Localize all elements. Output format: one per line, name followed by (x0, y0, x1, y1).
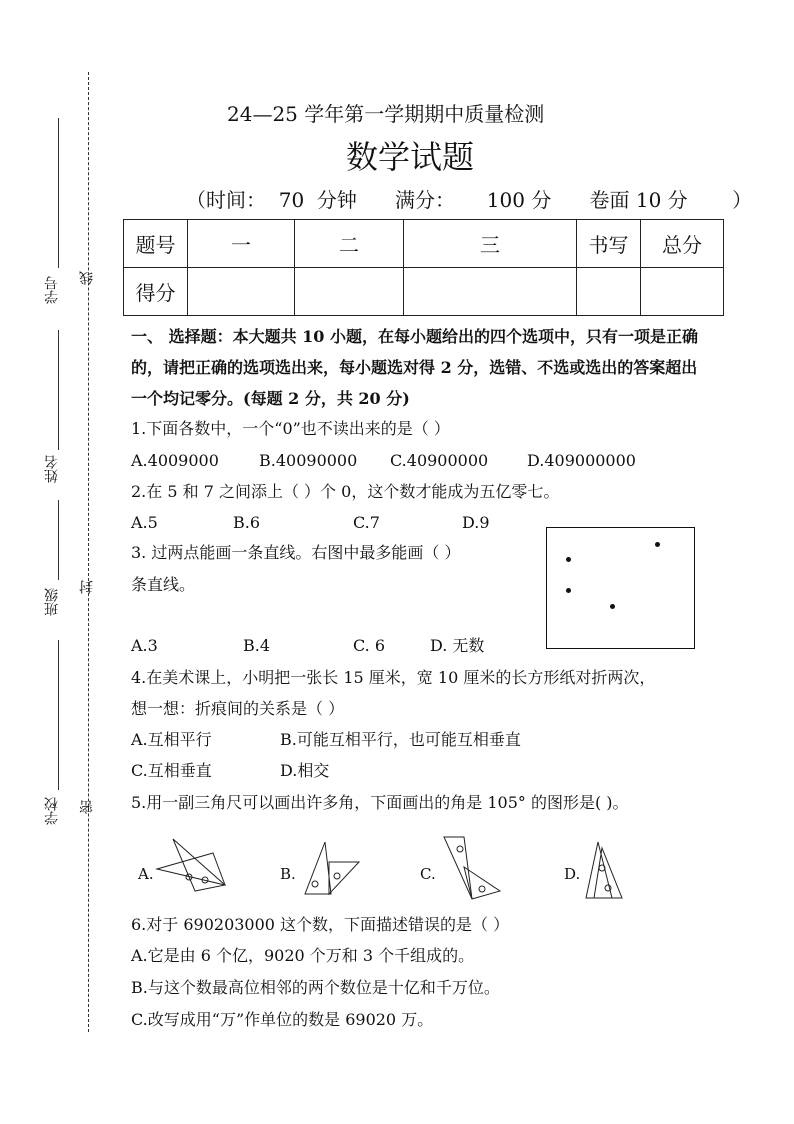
point-2 (655, 542, 660, 547)
q3-points-figure (546, 527, 695, 649)
q3-stem-line2: 条直线。 (131, 575, 196, 594)
q5-option-a-figure (155, 835, 235, 893)
header-cell-number: 题号 (124, 220, 188, 268)
q5-option-b-figure (295, 840, 365, 898)
q5-option-b-label: B. (280, 865, 296, 883)
seal-mark-mi: 密 (79, 800, 95, 814)
header-cell-part2: 二 (295, 220, 404, 268)
point-3 (566, 588, 571, 593)
q2-option-c: C.7 (353, 513, 380, 532)
q3-option-c: C. 6 (353, 636, 386, 655)
q4-stem-line2: 想一想：折痕间的关系是（ ） (131, 699, 345, 718)
q4-stem-line1: 4.在美术课上，小明把一张长 15 厘米，宽 10 厘米的长方形纸对折两次， (131, 668, 656, 687)
name-underline (58, 330, 59, 450)
score-cell-part3[interactable] (404, 268, 577, 316)
q1-option-a: A.4009000 (131, 451, 219, 470)
q2-option-b: B.6 (233, 513, 261, 532)
student-id-underline (58, 118, 59, 268)
binding-dashed-line (88, 72, 89, 1032)
q5-option-c-figure (438, 833, 508, 903)
score-table-header-row (124, 220, 724, 268)
score-row-label: 得分 (124, 268, 188, 316)
header-cell-total: 总分 (641, 220, 724, 268)
q5-stem: 5.用一副三角尺可以画出许多角，下面画出的角是 105° 的图形是( )。 (131, 793, 629, 812)
q2-option-a: A.5 (131, 513, 158, 532)
q5-option-d-label: D. (564, 865, 581, 883)
header-cell-part3: 三 (404, 220, 577, 268)
score-table (123, 219, 724, 316)
class-label: 班级 (44, 588, 60, 616)
score-table-score-row (124, 268, 724, 316)
q4-option-c: C.互相垂直 (131, 761, 212, 780)
section1-line2: 的，请把正确的选项选出来，每小题选对得 2 分，选错、不选或选出的答案超出 (131, 358, 698, 377)
score-cell-part1[interactable] (188, 268, 295, 316)
score-cell-total[interactable] (641, 268, 724, 316)
q6-option-a: A.它是由 6 个亿，9020 个万和 3 个千组成的。 (131, 946, 475, 965)
q2-stem: 2.在 5 和 7 之间添上（ ）个 0，这个数才能成为五亿零七。 (131, 482, 560, 501)
q4-option-a: A.互相平行 (131, 730, 212, 749)
q3-option-b: B.4 (243, 636, 271, 655)
seal-mark-xian: 线 (79, 271, 95, 285)
q6-option-b: B.与这个数最高位相邻的两个数位是十亿和千万位。 (131, 978, 500, 997)
q5-option-d-figure (582, 840, 632, 902)
school-label: 学校 (44, 797, 60, 825)
point-4 (610, 604, 615, 609)
header-cell-writing: 书写 (577, 220, 641, 268)
q1-option-c: C.40900000 (390, 451, 489, 470)
point-1 (566, 557, 571, 562)
school-underline (58, 640, 59, 790)
score-cell-writing[interactable] (577, 268, 641, 316)
section1-line3: 一个均记零分。(每题 2 分，共 20 分) (131, 389, 410, 408)
section1-line1: 一、 选择题：本大题共 10 小题，在每小题给出的四个选项中，只有一项是正确 (131, 327, 698, 346)
page-title: 数学试题 (346, 138, 475, 176)
score-cell-part2[interactable] (295, 268, 404, 316)
student-id-label: 学号 (44, 276, 60, 304)
class-underline (58, 500, 59, 580)
q6-stem: 6.对于 690203000 这个数，下面描述错误的是（ ） (131, 915, 510, 934)
q5-option-c-label: C. (420, 865, 436, 883)
q1-stem: 1.下面各数中，一个“0”也不读出来的是（ ） (131, 419, 450, 438)
q3-option-d: D. 无数 (430, 636, 485, 655)
q3-stem-line1: 3. 过两点能画一条直线。右图中最多能画（ ） (131, 543, 461, 562)
exam-meta: （时间： 70 分钟 满分： 100 分 卷面 10 分 ） (186, 188, 753, 212)
q1-option-d: D.409000000 (527, 451, 636, 470)
q4-option-d: D.相交 (280, 761, 330, 780)
q3-option-a: A.3 (131, 636, 158, 655)
q6-option-c: C.改写成用“万”作单位的数是 69020 万。 (131, 1010, 434, 1029)
q1-option-b: B.40090000 (259, 451, 358, 470)
header-cell-part1: 一 (188, 220, 295, 268)
q5-option-a-label: A. (138, 865, 154, 883)
q2-option-d: D.9 (462, 513, 490, 532)
q4-option-b: B.可能互相平行，也可能互相垂直 (280, 730, 521, 749)
name-label: 姓名 (44, 455, 60, 483)
exam-subtitle: 24—25 学年第一学期期中质量检测 (227, 102, 545, 126)
seal-mark-feng: 封 (79, 580, 95, 594)
